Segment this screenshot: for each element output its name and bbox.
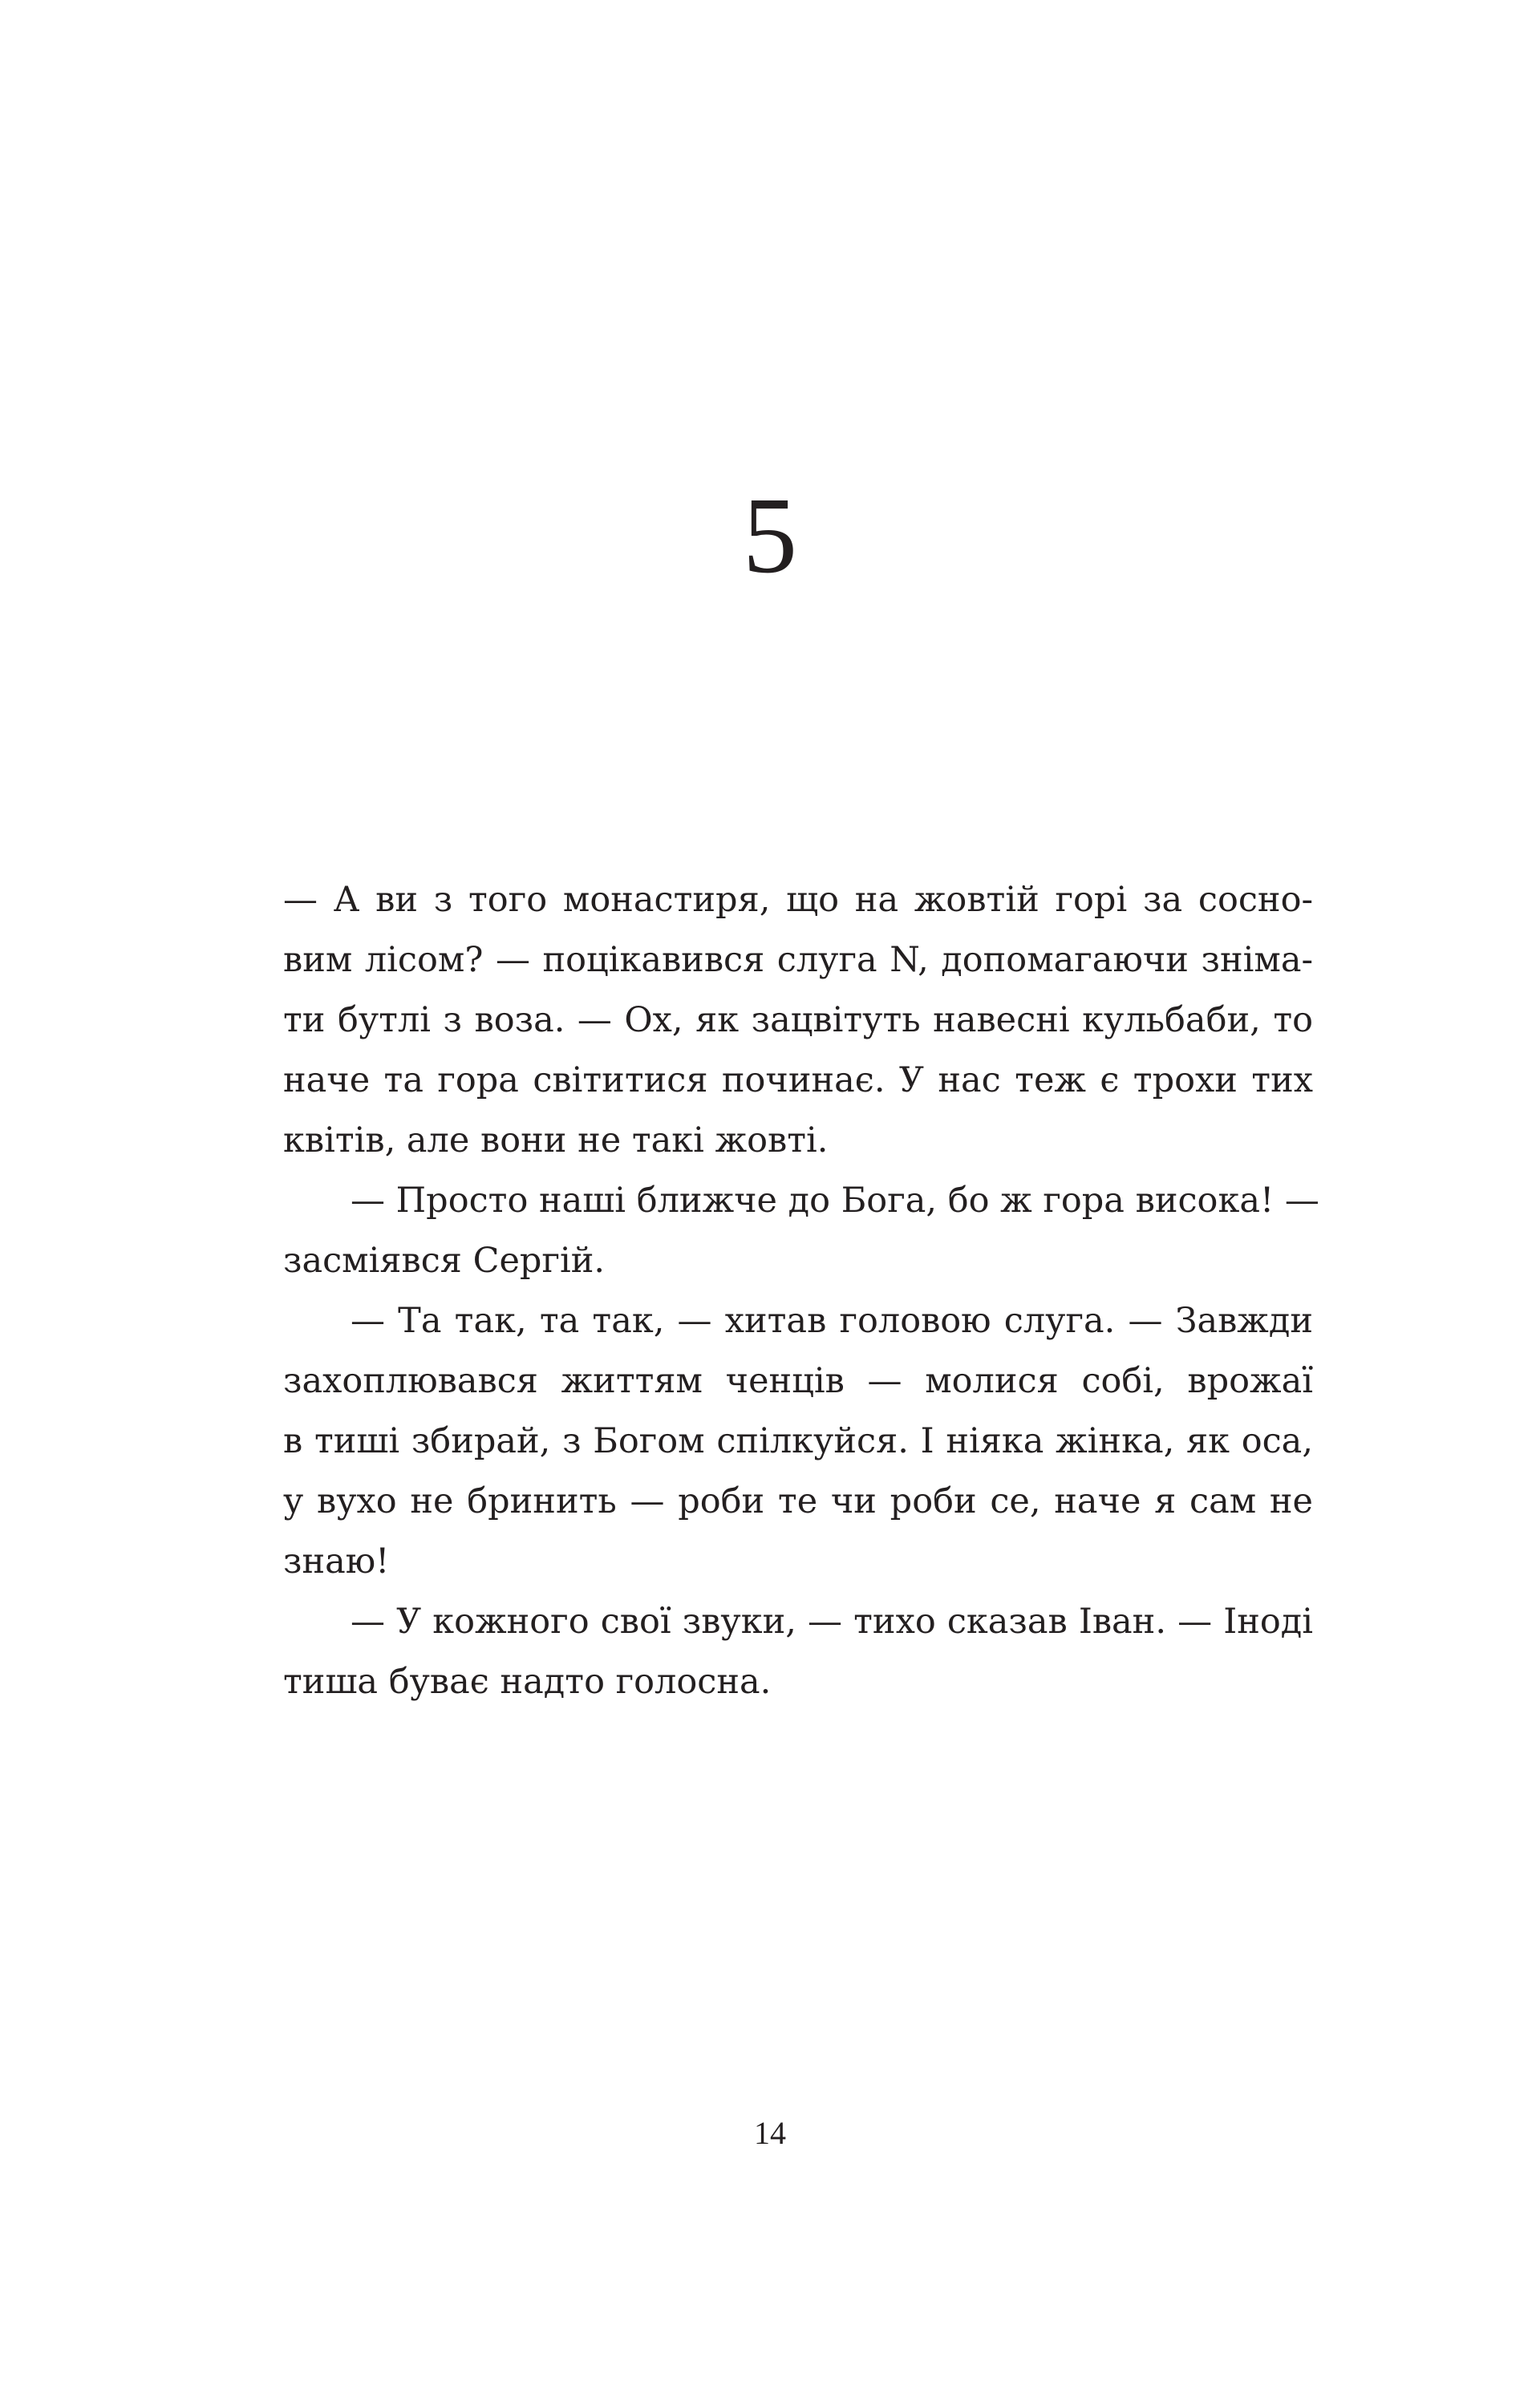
text-line: — А ви з того монастиря, що на жовтій горі за сосно- — [283, 880, 1313, 920]
text-line: ти бутлі з воза. — Ох, як зацвітуть навесні кульбаби, то — [283, 1000, 1313, 1040]
text-line: — Та так, та так, — хитав головою слуга. — Завжди — [351, 1301, 1313, 1341]
text-line: захоплювався життям ченців — молися собі, врожаї — [283, 1361, 1313, 1401]
text-line: — Просто наші ближче до Бога, бо ж гора висока! — — [351, 1181, 1319, 1221]
text-line: наче та гора світитися починає. У нас теж є трохи тих — [283, 1060, 1313, 1100]
body-text — [283, 870, 1319, 1712]
page-number: 14 — [754, 2115, 786, 2151]
text-line: квітів, але вони не такі жовті. — [283, 1120, 829, 1161]
text-line: вим лісом? — поцікавився слуга N, допомагаючи зніма- — [283, 940, 1313, 980]
text-line: знаю! — [283, 1541, 390, 1582]
text-line: — У кожного свої звуки, — тихо сказав Іван. — Іноді — [351, 1602, 1313, 1642]
text-line: в тиші збирай, з Богом спілкуйся. І ніяка жінка, як оса, — [283, 1421, 1313, 1461]
text-line: тиша буває надто голосна. — [283, 1662, 772, 1702]
text-line: у вухо не бринить — роби те чи роби се, наче я сам не — [283, 1481, 1313, 1521]
chapter-number: 5 — [743, 476, 797, 596]
text-line: засміявся Сергій. — [283, 1241, 606, 1281]
